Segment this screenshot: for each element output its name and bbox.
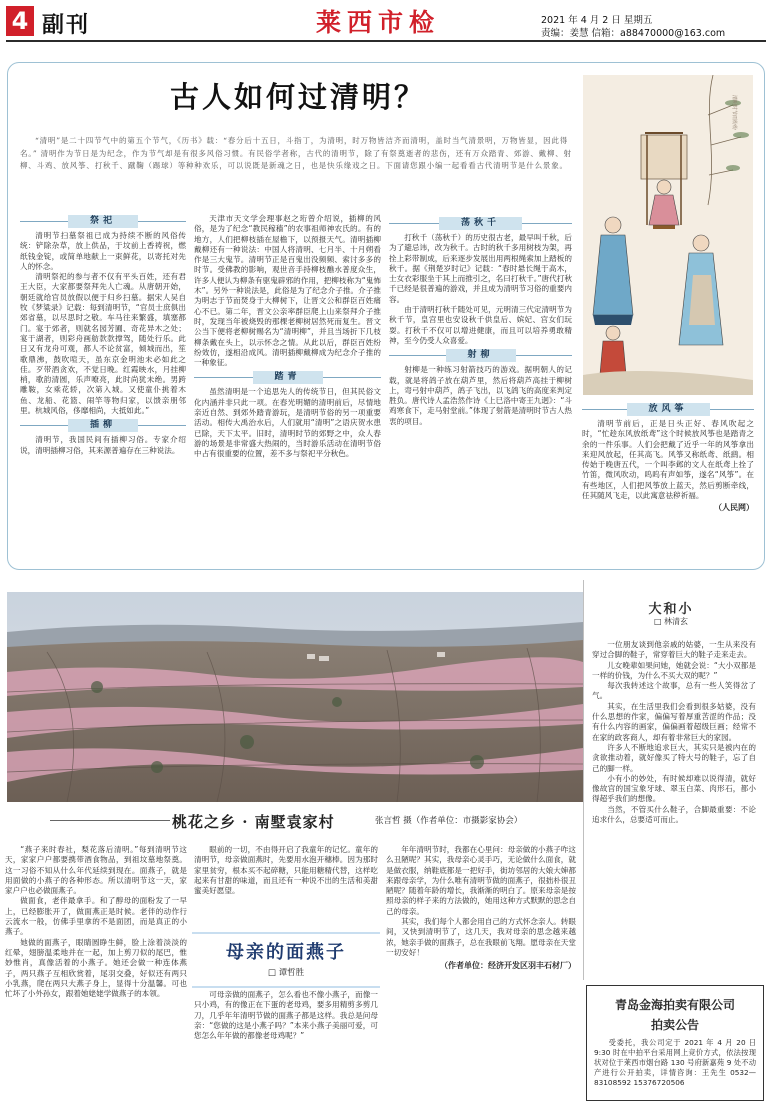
essay2-column-1 — [5, 845, 187, 1103]
subhead-dangqiuqian: 荡秋千 — [389, 217, 572, 230]
subhead-chaliu: 插柳 — [20, 419, 186, 432]
subhead-sheliu: 射柳 — [389, 349, 572, 362]
notice-title-line1: 青岛金海拍卖有限公司 — [614, 998, 735, 1012]
essay1-paragraph-7: 当然，不管买什么鞋子，合脚最重要：不论追求什么，总要适可而止。 — [592, 804, 756, 825]
page-number-badge: 4 — [6, 6, 34, 36]
feature-intro: “清明”是二十四节气中的第五个节气，《历书》载：“春分后十五日，斗指丁，为清明，时万物皆洁齐而清明，盖时当气清景明，万物皆显，因此得名。” 清明作为节日是为纪念，作为节气却是有很多风俗习惯。有民俗学者称，古代的清明节，除了有祭奠逝者的悲伤，还有万众踏青、郊游、戴柳、射柳、斗鸡、放风筝、打秋千、蹴鞠（踢球）等种种欢乐，可以说既是新魂之日，也是快乐缘戏之日。下面请您跟小编一起看看古代清明节是什么景象。 — [20, 136, 572, 170]
jisi-paragraph-2: 清明祭祀的参与者不仅有平头百姓，还有君王大臣，大家都要祭拜先人亡魂。从唐朝开始，朝廷就给官员放假以便于归乡扫墓。据宋人吴自牧《梦粱录》记载：每到清明节，“官员士庶俱出郊省墓，以尽思时之敬。车马往来繁盛，填塞都门。宴于郊者，则就名园芳圃、奇花异木之处；宴于湖者，则彩舟画舫款款撑驾，随处行乐。此日又有龙舟可观，都人不论贫富，倾城而出，笙歌鼎沸，鼓吹喧天，虽东京金明池未必如此之佳。歹带酒贪欢，不觉日晚。红霞映水，月挂柳梢，歌韵清圆，乐声嘹亮，此时尚犹未绝。男跨雕鞍，女乘花轿，次第入城。又使童仆挑着木鱼、龙船、花篮、闹竿等物归家，以馈亲朋邻里。杭城风俗，侈靡相尚，大抵如此。” — [20, 272, 186, 416]
feature-column-3 — [389, 214, 572, 562]
section-title: 副刊 — [42, 13, 91, 38]
photo-caption: 桃花之乡 · 南墅袁家村 — [172, 813, 335, 831]
essay1-author: □ 林清玄 — [653, 617, 689, 626]
essay2-paragraph-7: 其实，我们每个人都会用自己的方式怀念亲人。转眼间，又快到清明节了，这几天，我对母亲的思念越来越浓，她亲手做的面燕子，总在我眼前飞翔。愿母亲在天堂一切安好！ — [386, 917, 576, 957]
subhead-taqing: 踏青 — [194, 371, 381, 384]
masthead-rule — [6, 40, 766, 42]
essay2-column-2b — [194, 990, 378, 1102]
editor-line: 责编：姜慧 信箱：a88470000@163.com — [541, 28, 726, 39]
essay1-paragraph-4: 其实，在生活里我们会看到很多姑婆，没有什么思想的作家，偏偏写着厚重苦涩的作品；没有什么内容的画家，偏偏画着超级巨画；经常不在家的政客商人，却有着非常巨大的家园。 — [592, 701, 756, 742]
essay2-author: □ 谭哲胜 — [267, 968, 305, 978]
essay2-column-3 — [386, 845, 576, 1101]
svg-text:清明时节雨纷纷: 清明时节雨纷纷 — [731, 95, 737, 131]
chaliu-paragraph-1: 清明节，我国民间有插柳习俗。专家介绍说，清明插柳习俗，其来源普遍存在三种说法。 — [20, 435, 186, 455]
essay1-paragraph-5: 许多人不断地追求巨大，其实只是被内在的贪欲推动着，就好像买了特大号的鞋子，忘了自己的脚一样。 — [592, 742, 756, 773]
essay2-paragraph-5: 可母亲做的面燕子，怎么看也不像小燕子，而像一只小鸡，有的像正在下蛋的老母鸡，要多用精剪多剪几刀，几乎年年清明节做的面燕子都是这样。我总是问母亲：“您做的这是小燕子吗？”本来小燕子美丽可爱，可您怎么年年做的都像老母鸡呢？” — [194, 990, 378, 1041]
chaliu-paragraph-2: 天津市天文学会理事赵之珩曾介绍说，插柳的风俗，是为了纪念“教民稼穑”的农事祖师神农氏的。有的地方，人们把柳枝插在屋檐下，以预报天气。清明插柳戴柳还有一种说法：中国人将清明、七月半、十月朔看作是三大鬼节。清明节正是百鬼出没频频、索讨多多的时节。受佛教的影响，观世音手持柳枝醮水普度众生，许多人便认为柳条有驱鬼辟邪的作用，把柳枝称为“鬼怖木”。另外一种说法是，此俗是为了纪念介子推。介子推为明志于节而焚身于大柳树下，让晋文公和群臣百姓痛心不已。第二年，晋文公亲率群臣爬上山来祭拜介子推时，发现当年被烧毁的那棵老柳树居然死而复生。晋文公当下便将老柳树赐名为“清明柳”，并且当场折下几枝柳条戴在头上，以示怀念之情。从此以后，群臣百姓纷纷效仿，遂相沿成风。清明插柳戴柳成为纪念介子推的一种象征。 — [194, 214, 381, 368]
essay1-paragraph-6: 小有小的妙处，有时候却难以说得清，就好像故宫的国宝象牙球、翠玉白菜、肉形石，都小得超乎我们的想像。 — [592, 773, 756, 804]
feature-column-1 — [20, 212, 186, 562]
essay1-paragraph-2: 儿女晚辈如果问她，她就会说：“大小双都是一样的价钱，为什么不买大双的呢？” — [592, 660, 756, 680]
feature-source: （人民网） — [714, 503, 754, 513]
essay1-paragraph-3: 每次我转述这个故事，总有一些人笑得岔了气。 — [592, 681, 756, 701]
essay2-paragraph-1: “燕子来时春社，梨花落后清明。”每到清明节这天，家家户户都要携带酒食物品，到祖坟墓地祭奠。这一习俗不知从什么年代延续到现在。面燕子，就是用面做的小燕子的各种形态。所以清明节这一天，家家户户也必做面燕子。 — [5, 845, 187, 896]
photo-credit: 张言哲 摄（作者单位：市摄影家协会） — [375, 816, 523, 826]
auction-notice — [586, 985, 764, 1101]
dangqiuqian-paragraph-1: 打秋千（荡秋千）的历史很古老，最早叫千秋，后为了避忌讳，改为秋千。古时的秋千多用树枝为架，再拴上彩带制成，后来逐步发展出用两根绳索加上踏板的秋千。据《荆楚岁时记》记载：“春时悬长绳于高木，士女衣彩服坐于其上而推引之，名曰打秋千。”唐代打秋千已经是很普遍的游戏，并且成为清明节习俗的重要内容。 — [389, 233, 572, 304]
qingming-painting — [583, 75, 753, 395]
essay2-title: 母亲的面燕子 — [226, 942, 346, 963]
feature-column-2 — [194, 214, 381, 562]
essay2-title-box — [192, 932, 380, 988]
subhead-fangfengzheng: 放风筝 — [582, 403, 754, 416]
notice-body: 受委托，我公司定于 2021 年 4 月 20 日 9:30 时在中拍平台采用网上竞价方式，依法按现状对位于莱西市烟台路 130 号府新嘉苑 9 处不动产进行公开拍卖，详情咨询：王先生 0532—83108592 15376720506 — [594, 1038, 756, 1087]
essay2-source: （作者单位：经济开发区羽丰石材厂） — [440, 961, 576, 971]
feature-title: 古人如何过清明？ — [170, 80, 427, 114]
paper-name: 莱西市检 — [316, 8, 441, 37]
taqing-paragraph-1: 虽然清明是一个追思先人的传统节日，但其民俗文化内涵并非只此一项。在春光明媚的清明前后，尽情地亲近自然、到郊外踏青游玩，是清明节俗的另一项重要活动。相传大禹治水后，人们就用“清明”之语庆贺水患已除，天下太平。旧时，清明时节的郊野之中，众人春游的场景是非常盛大热闹的，当时游乐活动在清明节俗中占有很重要的位置，差不多与祭祀平分秋色。 — [194, 387, 381, 459]
essay2-paragraph-2: 做面食，老伴最拿手。和了醇母的面粉发了一早上，已经膨胀开了，做面燕正是时候。老伴的动作行云流水一般，仿佛手里拿的不是面团，而是真正的小燕子。 — [5, 896, 187, 937]
notice-title-line2: 拍卖公告 — [650, 1018, 699, 1032]
essay1-paragraph-1: 一位朋友谈到他亲戚的姑婆，一生从来没有穿过合脚的鞋子，常穿着巨大的鞋子走来走去。 — [592, 640, 756, 660]
fangfengzheng-paragraph-1: 清明节前后，正是日头正好、春风吹起之时，“忙趁东风放纸鸢”这个时候放风筝也是踏青之余的一件乐事。人们会把戴了近乎一年的风筝拿出来迎风放起，任其高飞。风筝又称纸鸢、纸鹞。相传始于晚唐五代，一个叫李邺的文人在纸鸢上拴了竹笛，微风吹动，呜呜有声如筝，遂名“风筝”。在有些地区，人们把风筝放上蓝天，然后剪断牵线，任其随风飞走，以此寓意祛秽祈福。 — [582, 419, 754, 501]
essay2-paragraph-4: 眼前的一切，不由得开启了我童年的记忆。童年的清明节，母亲做面燕时，先要用水泡开穗棒。因为那时家里贫穷，根本买不起碎糖，只能用糖精代替，这样吃起来有甘甜的味道，而且还有一种说不出的生活和美甜蜜美好愿望。 — [194, 845, 378, 896]
feature-column-4 — [582, 400, 754, 562]
masthead — [0, 0, 772, 44]
essay2-paragraph-3: 她做的面燕子，眼睛圆睁生鲜，脸上涂着淡淡的红晕，翅膀温柔地并在一起，加上剪刀似的尾巴，惟妙惟肖，真像活着的小燕子。她还会做一种连体燕子，两只燕子互相欣赏着，尾羽交叠，好似还有两只小乳燕，爬在两只大燕子身上，显得十分温馨。可也忙坏了小外孙女，跟着她姥姥学做燕子的本领。 — [5, 937, 187, 999]
landscape-photo — [7, 592, 583, 802]
essay2-paragraph-6: 年年清明节时，我都在心里问：母亲做的小燕子咋这么丑陋呢？其实，我母亲心灵手巧，无论做什么面食，就是做衣服，纳鞋底都是一把好手，街坊邻居的大娘大婶都来跟母亲学，为什么唯有清明节做的面燕子，很拙朴很丑陋呢？随着年龄的增长，我渐渐的明白了。原来母亲是按照母亲的样子来的方法做的，她用这种方式默默的思念自己的母亲。 — [386, 845, 576, 916]
photo-caption-rule — [50, 820, 170, 821]
issue-date: 2021 年 4 月 2 日 星期五 — [541, 15, 653, 26]
essay2-column-2a — [194, 845, 378, 927]
dangqiuqian-paragraph-2: 由于清明打秋千随处可见，元明清三代定清明节为秋千节，皇宫里也安设秋千供皇后、嫔妃、宫女们玩耍。打秋千不仅可以增进健康，而且可以培养勇敢精神，至今仍受人众喜爱。 — [389, 305, 572, 345]
essay1-title: 大和小 — [648, 602, 694, 617]
sheliu-paragraph-1: 射柳是一种练习射箭技巧的游戏。据明朝人的记载，就是将鸽子放在葫芦里，然后将葫芦高挂于柳树上，弯弓射中葫芦，鸽子飞出，以飞鸽飞的高度来判定胜负。唐代诗人孟浩然作诗《上巳洛中寄王九迥》：“斗鸡寒食下，走马射堂前。”体现了射箭是清明时节古人热衷的项目。 — [389, 365, 572, 426]
jisi-paragraph-1: 清明节扫墓祭祖已成为持续不断的风俗传统：铲除杂草，放上供品，于坟前上香祷祝，燃纸钱金锭，或简单地献上一束鲜花，以寄托对先人的怀念。 — [20, 231, 186, 271]
essay1-divider — [583, 580, 584, 980]
essay1-body — [592, 640, 756, 980]
subhead-jisi: 祭祀 — [20, 215, 186, 228]
